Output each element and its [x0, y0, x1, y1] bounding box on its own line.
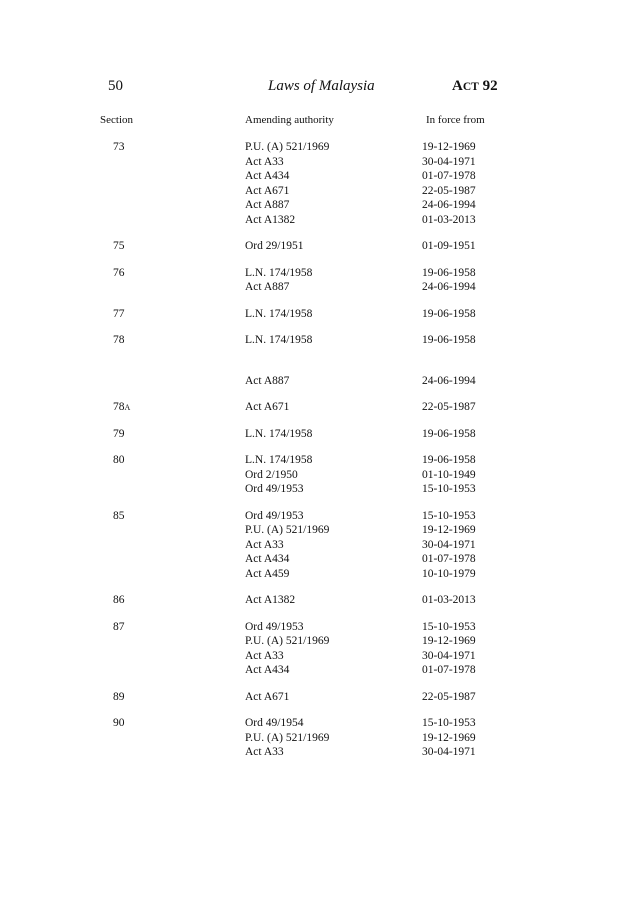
amending-authority: Act A671: [245, 184, 290, 197]
in-force-date: 19-12-1969: [422, 524, 476, 536]
table-row: [0, 333, 638, 348]
amendment-table: [0, 136, 638, 760]
table-line: [0, 184, 638, 199]
in-force-date: 01-03-2013: [422, 594, 476, 606]
section-number: 86: [113, 594, 125, 606]
in-force-date: 19-12-1969: [422, 635, 476, 647]
table-line: [0, 266, 638, 281]
in-force-date: 15-10-1953: [422, 717, 476, 729]
amending-authority: P.U. (A) 521/1969: [245, 635, 330, 647]
in-force-date: 30-04-1971: [422, 649, 476, 662]
section-number: 73: [113, 141, 125, 153]
table-line: [0, 198, 638, 213]
table-line: [0, 649, 638, 664]
amending-authority: Ord 49/1954: [245, 717, 304, 729]
table-line: [0, 453, 638, 468]
section-number: 90: [113, 717, 125, 729]
act-number: 92: [478, 78, 498, 94]
amending-authority: Act A459: [245, 567, 290, 580]
table-line: [0, 468, 638, 483]
amending-authority: Ord 29/1951: [245, 240, 304, 252]
in-force-date: 01-07-1978: [422, 170, 476, 182]
table-row: [0, 509, 638, 582]
table-row: [0, 307, 638, 322]
amending-authority: Act A887: [245, 281, 290, 293]
table-line: [0, 509, 638, 524]
in-force-date: 24-06-1994: [422, 199, 476, 211]
table-line: [0, 155, 638, 170]
table-line: [0, 593, 638, 608]
section-number: 79: [113, 427, 125, 440]
table-row: [0, 620, 638, 678]
table-row: [0, 427, 638, 442]
table-line: [0, 427, 638, 442]
amending-authority: Act A434: [245, 664, 290, 676]
act-prefix: A: [452, 78, 463, 94]
table-line: [0, 333, 638, 348]
amending-authority: Ord 49/1953: [245, 483, 304, 495]
amending-authority: Act A671: [245, 690, 290, 703]
amending-authority: Act A33: [245, 155, 284, 168]
in-force-date: 24-06-1994: [422, 281, 476, 293]
amending-authority: Act A671: [245, 401, 290, 413]
table-line: [0, 280, 638, 295]
in-force-date: 15-10-1953: [422, 620, 476, 633]
table-line: [0, 523, 638, 538]
amending-authority: Ord 49/1953: [245, 620, 304, 633]
amending-authority: Act A33: [245, 649, 284, 662]
in-force-date: 30-04-1971: [422, 155, 476, 168]
in-force-date: 15-10-1953: [422, 509, 476, 522]
act-small-caps: CT: [462, 81, 479, 93]
page-header: [0, 78, 638, 100]
section-suffix: A: [124, 403, 131, 412]
table-row: [0, 374, 638, 389]
in-force-date: 24-06-1994: [422, 374, 476, 387]
in-force-date: 19-12-1969: [422, 731, 476, 744]
in-force-date: 19-12-1969: [422, 141, 476, 153]
section-number: 75: [113, 240, 125, 252]
table-line: [0, 400, 638, 415]
amending-authority: L.N. 174/1958: [245, 334, 313, 346]
table-line: [0, 745, 638, 760]
column-header-authority: Amending authority: [245, 114, 334, 126]
table-line: [0, 634, 638, 649]
amending-authority: Act A887: [245, 199, 290, 211]
in-force-date: 19-06-1958: [422, 266, 476, 279]
table-row: [0, 239, 638, 254]
amending-authority: Act A1382: [245, 594, 296, 606]
amending-authority: Act A434: [245, 170, 290, 182]
table-line: [0, 552, 638, 567]
table-line: [0, 374, 638, 389]
table-row: [0, 593, 638, 608]
table-line: [0, 307, 638, 322]
in-force-date: 30-04-1971: [422, 746, 476, 758]
table-line: [0, 731, 638, 746]
amending-authority: Ord 2/1950: [245, 468, 298, 481]
amending-authority: Act A33: [245, 538, 284, 551]
table-line: [0, 482, 638, 497]
in-force-date: 01-07-1978: [422, 553, 476, 565]
in-force-date: 19-06-1958: [422, 307, 476, 320]
table-row: [0, 266, 638, 295]
amending-authority: Act A434: [245, 553, 290, 565]
section-number: 78: [113, 334, 125, 346]
section-number: 78A: [113, 401, 131, 413]
section-number: 87: [113, 620, 125, 633]
table-row: [0, 140, 638, 227]
table-row: [0, 400, 638, 415]
in-force-date: 19-06-1958: [422, 427, 476, 440]
in-force-date: 10-10-1979: [422, 567, 476, 580]
in-force-date: 01-07-1978: [422, 664, 476, 676]
in-force-date: 01-09-1951: [422, 240, 476, 252]
amending-authority: L.N. 174/1958: [245, 454, 313, 466]
column-header-section: Section: [100, 114, 133, 126]
amending-authority: Ord 49/1953: [245, 509, 304, 522]
section-number: 89: [113, 690, 125, 703]
table-line: [0, 239, 638, 254]
in-force-date: 19-06-1958: [422, 334, 476, 346]
amending-authority: L.N. 174/1958: [245, 266, 313, 279]
table-line: [0, 213, 638, 228]
in-force-date: 19-06-1958: [422, 454, 476, 466]
table-line: [0, 538, 638, 553]
amending-authority: Act A1382: [245, 213, 296, 226]
amending-authority: Act A33: [245, 746, 284, 758]
table-line: [0, 690, 638, 705]
amending-authority: P.U. (A) 521/1969: [245, 731, 330, 744]
in-force-date: 22-05-1987: [422, 401, 476, 413]
in-force-date: 15-10-1953: [422, 483, 476, 495]
table-line: [0, 567, 638, 582]
amending-authority: L.N. 174/1958: [245, 427, 313, 440]
table-line: [0, 169, 638, 184]
table-line: [0, 716, 638, 731]
table-row: [0, 690, 638, 705]
table-line: [0, 140, 638, 155]
in-force-date: 01-03-2013: [422, 213, 476, 226]
in-force-date: 30-04-1971: [422, 538, 476, 551]
section-number: 85: [113, 509, 125, 522]
amending-authority: P.U. (A) 521/1969: [245, 524, 330, 536]
page-number: 50: [108, 78, 123, 94]
amending-authority: P.U. (A) 521/1969: [245, 141, 330, 153]
table-line: [0, 620, 638, 635]
amending-authority: Act A887: [245, 374, 290, 387]
in-force-date: 01-10-1949: [422, 468, 476, 481]
table-row: [0, 453, 638, 497]
running-title: Laws of Malaysia: [268, 78, 375, 94]
table-row: [0, 716, 638, 760]
column-header-in-force: In force from: [426, 114, 485, 126]
table-line: [0, 663, 638, 678]
in-force-date: 22-05-1987: [422, 690, 476, 703]
in-force-date: 22-05-1987: [422, 184, 476, 197]
amending-authority: L.N. 174/1958: [245, 307, 313, 320]
act-label: [452, 78, 498, 95]
section-number: 80: [113, 454, 125, 466]
section-number: 76: [113, 266, 125, 279]
section-number: 77: [113, 307, 125, 320]
